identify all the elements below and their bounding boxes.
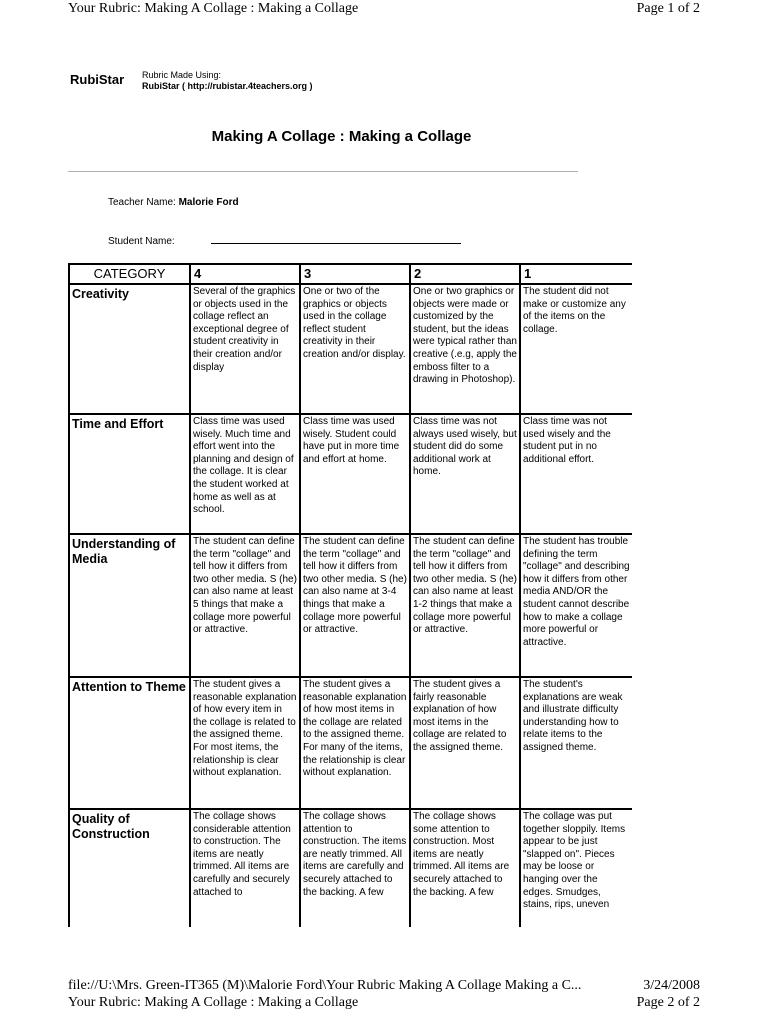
rubric-table <box>68 263 632 927</box>
table-row <box>69 677 632 809</box>
title-divider <box>68 171 578 172</box>
header-score-4: 4 <box>190 264 300 284</box>
student-name-blank <box>211 235 461 244</box>
table-cell: The student can define the term "collage" and tell how it differs from two other media. S (he) can also name at least 5 things that make a collage more powerful or attractive. <box>190 534 300 677</box>
table-cell: The student's explanations are weak and illustrate difficulty understanding how to relate items to the assigned theme. <box>520 677 632 809</box>
header-score-1: 1 <box>520 264 632 284</box>
print-date: 3/24/2008 <box>643 978 700 993</box>
table-cell: The student gives a fairly reasonable explanation of how most items in the collage are related to the assigned theme. <box>410 677 520 809</box>
header-score-2: 2 <box>410 264 520 284</box>
student-name-row <box>108 235 461 247</box>
teacher-name-row <box>108 197 239 208</box>
table-cell: Class time was not always used wisely, but student did do some additional work at home. <box>410 414 520 534</box>
table-header-row <box>69 264 632 284</box>
brand-credit <box>142 70 313 92</box>
teacher-name: Malorie Ford <box>178 197 239 208</box>
table-cell: One or two of the graphics or objects used in the collage reflect student creativity in their creation and/or display. <box>300 284 410 414</box>
table-row <box>69 284 632 414</box>
table-cell: The collage shows attention to construction. The items are neatly trimmed. All items are carefully and securely attached to the backing. A few <box>300 809 410 927</box>
student-label: Student Name: <box>108 236 175 247</box>
table-row <box>69 809 632 927</box>
table-cell: The collage shows considerable attention to construction. The items are neatly trimmed. All items are carefully and securely attached to <box>190 809 300 927</box>
table-cell: One or two graphics or objects were made or customized by the student, but the ideas were typical rather than creative (.e.g, apply the emboss filter to a drawing in Photoshop). <box>410 284 520 414</box>
page-number: Page 1 of 2 <box>636 1 700 16</box>
teacher-label: Teacher Name: <box>108 197 176 208</box>
table-cell: The collage was put together sloppily. Items appear to be just "slapped on". Pieces may be loose or hanging over the edges. Smudges, stains, rips, uneven <box>520 809 632 927</box>
category-quality-of-construction: Quality of Construction <box>69 809 190 927</box>
file-path: file://U:\Mrs. Green-IT365 (M)\Malorie Ford\Your Rubric Making A Collage Making a C... <box>68 978 582 993</box>
table-cell: The student has trouble defining the term "collage" and describing how it differs from other media AND/OR the student cannot describe how to make a collage more powerful or attractive. <box>520 534 632 677</box>
table-cell: The student gives a reasonable explanation of how most items in the collage are related to the assigned theme. For many of the items, the relationship is clear without explanation. <box>300 677 410 809</box>
table-cell: The collage shows some attention to construction. Most items are neatly trimmed. All items are securely attached to the backing. A few <box>410 809 520 927</box>
rubric-title: Making A Collage : Making a Collage <box>211 128 472 145</box>
page-header-title: Your Rubric: Making A Collage : Making a Collage <box>68 1 359 16</box>
header-category: CATEGORY <box>69 264 190 284</box>
source-link[interactable]: RubiStar ( http://rubistar.4teachers.org ) <box>142 81 313 91</box>
category-time-and-effort: Time and Effort <box>69 414 190 534</box>
table-cell: The student can define the term "collage" and tell how it differs from two other media. S (he) can also name at least 1-2 things that make a collage more powerful or attractive. <box>410 534 520 677</box>
category-understanding-of-media: Understanding of Media <box>69 534 190 677</box>
category-attention-to-theme: Attention to Theme <box>69 677 190 809</box>
table-cell: The student gives a reasonable explanation of how every item in the collage is related to the assigned theme. For most items, the relationship is clear without explanation. <box>190 677 300 809</box>
made-using-label: Rubric Made Using: <box>142 70 222 80</box>
brand-logo: RubiStar <box>70 72 125 87</box>
category-creativity: Creativity <box>69 284 190 414</box>
table-row <box>69 534 632 677</box>
table-cell: Class time was used wisely. Student could have put in more time and effort at home. <box>300 414 410 534</box>
header-score-3: 3 <box>300 264 410 284</box>
rubric-table-container <box>68 263 632 927</box>
table-cell: Class time was not used wisely and the student put in no additional effort. <box>520 414 632 534</box>
table-cell: The student can define the term "collage" and tell how it differs from two other media. S (he) can also name at 3-4 things that make a collage more powerful or attractive. <box>300 534 410 677</box>
table-cell: Class time was used wisely. Much time and effort went into the planning and design of the collage. It is clear the student worked at home as well as at school. <box>190 414 300 534</box>
table-cell: The student did not make or customize any of the items on the collage. <box>520 284 632 414</box>
page-number: Page 2 of 2 <box>636 995 700 1010</box>
table-cell: Several of the graphics or objects used in the collage reflect an exceptional degree of student creativity in their creation and/or display <box>190 284 300 414</box>
table-row <box>69 414 632 534</box>
page-header-title: Your Rubric: Making A Collage : Making a Collage <box>68 995 359 1010</box>
